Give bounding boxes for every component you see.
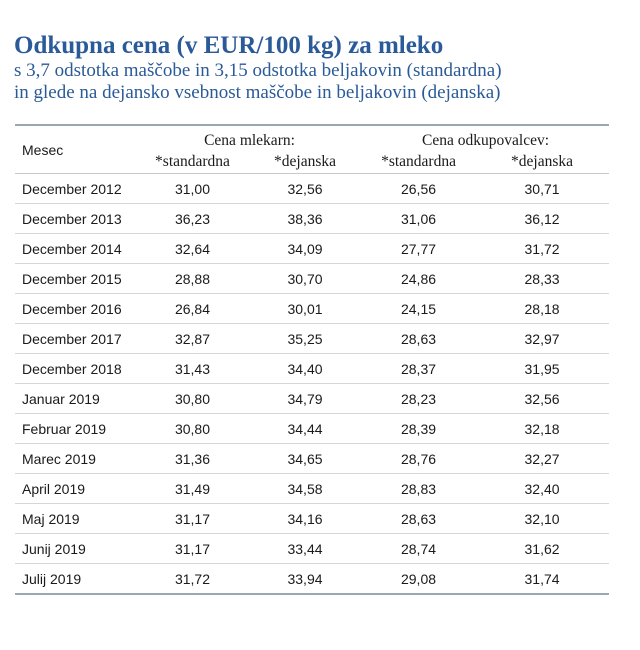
dairies-standard-cell: 31,36 — [137, 444, 248, 474]
dairies-actual-cell: 34,58 — [248, 474, 362, 504]
buyers-standard-cell: 28,63 — [362, 324, 475, 354]
buyers-actual-cell: 32,10 — [475, 504, 609, 534]
buyers-actual-cell: 32,56 — [475, 384, 609, 414]
dairies-standard-cell: 26,84 — [137, 294, 248, 324]
table-row — [15, 414, 609, 444]
month-cell: December 2014 — [15, 234, 137, 264]
buyers-actual-cell: 31,72 — [475, 234, 609, 264]
dairies-actual-cell: 35,25 — [248, 324, 362, 354]
month-cell: December 2015 — [15, 264, 137, 294]
buyers-actual-cell: 28,33 — [475, 264, 609, 294]
table-row — [15, 354, 609, 384]
month-cell: Julij 2019 — [22, 570, 82, 587]
month-cell: December 2013 — [15, 204, 137, 234]
dairies-standard-cell: 31,72 — [174, 570, 211, 587]
dairies-actual-cell: 34,09 — [248, 234, 362, 264]
month-cell: December 2017 — [15, 324, 137, 354]
month-cell: December 2016 — [15, 294, 137, 324]
dairies-actual-cell: 34,65 — [248, 444, 362, 474]
page-title: Odkupna cena (v EUR/100 kg) za mleko — [14, 32, 444, 59]
subheader-dairies-actual: *dejanska — [248, 151, 362, 174]
buyers-standard-cell: 28,23 — [362, 384, 475, 414]
month-cell: April 2019 — [15, 474, 137, 504]
table-row — [15, 234, 609, 264]
buyers-actual-cell: 32,97 — [475, 324, 609, 354]
buyers-standard-cell: 28,74 — [362, 534, 475, 564]
subtitle-line-1: s 3,7 odstotka maščobe in 3,15 odstotka beljakovin (standardna) — [14, 60, 502, 81]
buyers-standard-cell: 28,37 — [362, 354, 475, 384]
dairies-standard-cell: 31,17 — [137, 504, 248, 534]
buyers-actual-cell: 32,27 — [475, 444, 609, 474]
subheader-buyers-actual: *dejanska — [475, 151, 609, 174]
dairies-actual-cell: 33,94 — [287, 570, 323, 587]
buyers-actual-cell: 31,74 — [524, 570, 560, 587]
month-cell: December 2018 — [15, 354, 137, 384]
table-row — [15, 174, 609, 204]
header-month: Mesec — [15, 125, 137, 174]
table-row — [15, 534, 609, 564]
month-cell: Maj 2019 — [15, 504, 137, 534]
buyers-standard-cell: 28,63 — [362, 504, 475, 534]
table-header — [15, 125, 609, 174]
price-table — [15, 124, 609, 595]
header-row-groups — [15, 125, 609, 151]
dairies-actual-cell: 34,16 — [248, 504, 362, 534]
month-cell: Februar 2019 — [15, 414, 137, 444]
buyers-standard-cell: 28,39 — [362, 414, 475, 444]
dairies-standard-cell: 31,49 — [137, 474, 248, 504]
dairies-actual-cell: 30,70 — [248, 264, 362, 294]
header-group-dairies: Cena mlekarn: — [204, 132, 295, 149]
month-cell: Junij 2019 — [15, 534, 137, 564]
table-row — [15, 294, 609, 324]
buyers-actual-cell: 30,71 — [475, 174, 609, 204]
title-block — [14, 33, 624, 103]
dairies-actual-cell: 34,79 — [248, 384, 362, 414]
header-group-buyers: Cena odkupovalcev: — [422, 132, 550, 149]
buyers-standard-cell: 31,06 — [362, 204, 475, 234]
table-row — [15, 204, 609, 234]
buyers-actual-cell: 32,18 — [475, 414, 609, 444]
dairies-standard-cell: 31,43 — [137, 354, 248, 384]
subheader-buyers-standard: *standardna — [362, 151, 475, 174]
month-cell: Januar 2019 — [15, 384, 137, 414]
month-cell: December 2012 — [15, 174, 137, 204]
buyers-standard-cell: 24,15 — [362, 294, 475, 324]
buyers-standard-cell: 26,56 — [362, 174, 475, 204]
dairies-actual-cell: 38,36 — [248, 204, 362, 234]
subtitle-line-2: in glede na dejansko vsebnost maščobe in beljakovin (dejanska) — [14, 82, 501, 103]
table-row — [15, 504, 609, 534]
buyers-actual-cell: 31,62 — [475, 534, 609, 564]
buyers-actual-cell: 32,40 — [475, 474, 609, 504]
table-row — [15, 264, 609, 294]
dairies-actual-cell: 34,40 — [248, 354, 362, 384]
dairies-standard-cell: 31,00 — [137, 174, 248, 204]
dairies-standard-cell: 28,88 — [137, 264, 248, 294]
subheader-dairies-standard: *standardna — [137, 151, 248, 174]
dairies-actual-cell: 32,56 — [248, 174, 362, 204]
dairies-actual-cell: 30,01 — [248, 294, 362, 324]
buyers-standard-cell: 29,08 — [400, 570, 437, 587]
buyers-standard-cell: 24,86 — [362, 264, 475, 294]
buyers-standard-cell: 27,77 — [362, 234, 475, 264]
buyers-actual-cell: 28,18 — [475, 294, 609, 324]
table-row — [15, 444, 609, 474]
table-body — [15, 174, 609, 595]
table-row — [15, 564, 609, 595]
dairies-actual-cell: 33,44 — [248, 534, 362, 564]
dairies-standard-cell: 36,23 — [137, 204, 248, 234]
table-row — [15, 384, 609, 414]
dairies-standard-cell: 32,87 — [137, 324, 248, 354]
dairies-standard-cell: 31,17 — [137, 534, 248, 564]
dairies-actual-cell: 34,44 — [248, 414, 362, 444]
dairies-standard-cell: 30,80 — [137, 414, 248, 444]
table-row — [15, 474, 609, 504]
table-row — [15, 324, 609, 354]
buyers-actual-cell: 31,95 — [475, 354, 609, 384]
dairies-standard-cell: 32,64 — [137, 234, 248, 264]
buyers-standard-cell: 28,83 — [362, 474, 475, 504]
buyers-standard-cell: 28,76 — [362, 444, 475, 474]
dairies-standard-cell: 30,80 — [137, 384, 248, 414]
month-cell: Marec 2019 — [15, 444, 137, 474]
buyers-actual-cell: 36,12 — [475, 204, 609, 234]
